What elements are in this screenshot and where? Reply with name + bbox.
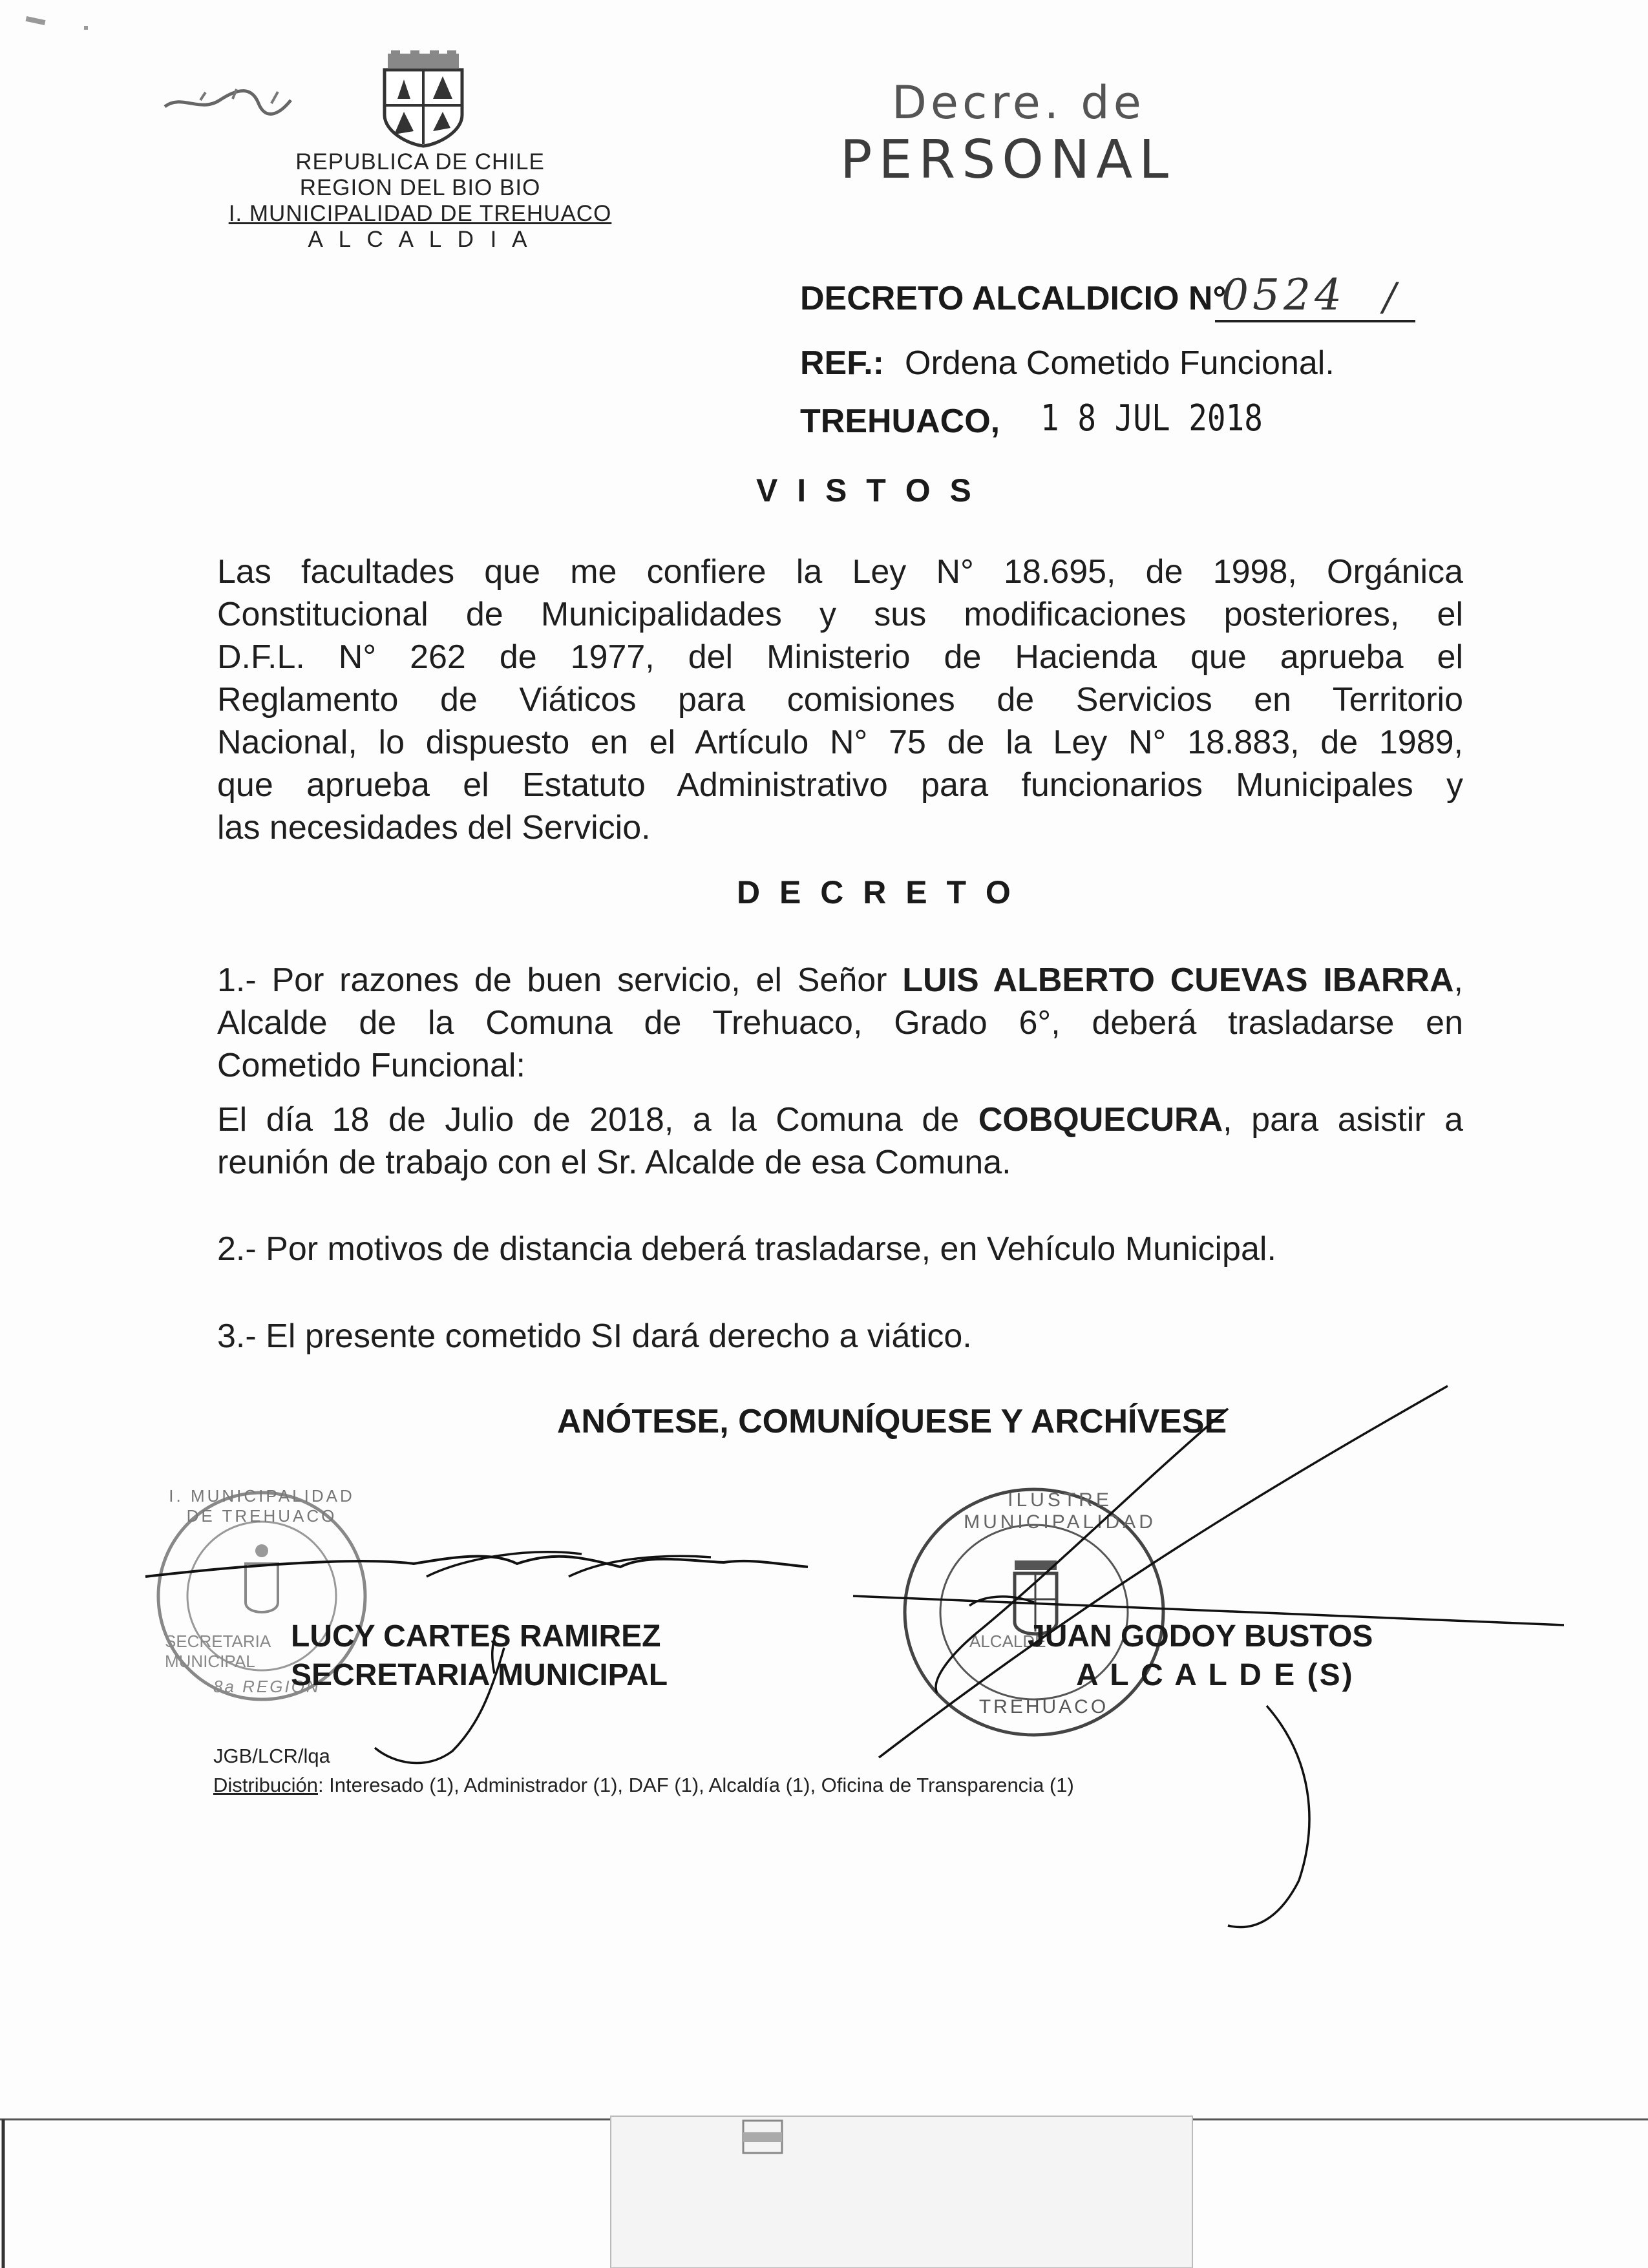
day-line2: reunión de trabajo con el Sr. Alcalde de esa Comuna. bbox=[217, 1144, 1011, 1181]
right-seal-arc: ILUSTRE MUNICIPALIDAD bbox=[964, 1489, 1156, 1533]
vistos-line: Nacional, lo dispuesto en el Artículo N° 75 de la Ley N° 18.883, de 1989, bbox=[217, 724, 1463, 761]
stamp-decree-type: Decre. de bbox=[892, 76, 1145, 129]
item1-name: LUIS ALBERTO CUEVAS IBARRA bbox=[902, 961, 1454, 999]
left-seal-mid: SECRETARIA MUNICIPAL bbox=[165, 1632, 270, 1671]
left-seal-bottom: 8a REGION bbox=[213, 1677, 321, 1696]
right-signer-name: JUAN GODOY BUSTOS bbox=[1028, 1619, 1373, 1654]
vistos-heading: V I S T O S bbox=[756, 472, 977, 509]
ref-text: Ordena Cometido Funcional. bbox=[905, 344, 1335, 382]
decreto-heading: D E C R E T O bbox=[737, 874, 1016, 910]
day-prefix: El día 18 de Julio de 2018, a la Comuna de bbox=[217, 1101, 978, 1139]
header-region: REGION DEL BIO BIO bbox=[299, 175, 541, 200]
stamp-personal: PERSONAL bbox=[840, 129, 1175, 191]
right-signer-title: A L C A L D E (S) bbox=[1076, 1658, 1355, 1692]
distribution-text: : Interesado (1), Administrador (1), DAF (1), Alcaldía (1), Oficina de Transparencia (1) bbox=[317, 1774, 1074, 1796]
decree-slash: / bbox=[1383, 275, 1397, 320]
left-signer-name: LUCY CARTES RAMIREZ bbox=[291, 1619, 661, 1654]
distribution-label: Distribución bbox=[213, 1774, 318, 1796]
distribution bbox=[213, 1774, 1074, 1797]
left-signer-title: SECRETARIA MUNICIPAL bbox=[291, 1658, 668, 1692]
item1-line3: Cometido Funcional: bbox=[217, 1047, 525, 1084]
initials: JGB/LCR/lqa bbox=[213, 1745, 330, 1767]
decree-number: 0524 bbox=[1221, 270, 1346, 320]
vistos-line: Reglamento de Viáticos para comisiones de Servicios en Territorio bbox=[217, 681, 1463, 719]
day-suffix: , para asistir a bbox=[1223, 1101, 1463, 1139]
decree-label: DECRETO ALCALDICIO N° bbox=[800, 280, 1227, 317]
item1-prefix: 1.- Por razones de buen servicio, el Señor bbox=[217, 961, 903, 999]
item1-suffix: , bbox=[1453, 961, 1463, 999]
item1-line2: Alcalde de la Comuna de Trehuaco, Grado 6°, deberá trasladarse en bbox=[217, 1004, 1463, 1042]
closing-line: ANÓTESE, COMUNÍQUESE Y ARCHÍVESE bbox=[556, 1403, 1227, 1440]
place-label: TREHUACO, bbox=[800, 403, 1000, 440]
decreto-item-3: 3.- El presente cometido SI dará derecho a viático. bbox=[217, 1318, 972, 1355]
right-seal-mid: ALCALDE bbox=[969, 1632, 1046, 1651]
header-office: A L C A L D I A bbox=[308, 227, 533, 252]
header-republic: REPUBLICA DE CHILE bbox=[295, 149, 545, 174]
day-place: COBQUECURA bbox=[978, 1101, 1223, 1139]
ref-label: REF.: bbox=[800, 344, 884, 382]
right-seal-bottom: TREHUACO bbox=[978, 1696, 1109, 1717]
vistos-line: que aprueba el Estatuto Administrativo para funcionarios Municipales y bbox=[217, 766, 1463, 804]
vistos-line: las necesidades del Servicio. bbox=[217, 809, 651, 846]
vistos-line: Constitucional de Municipalidades y sus modificaciones posteriores, el bbox=[217, 596, 1463, 633]
decreto-item-2: 2.- Por motivos de distancia deberá trasladarse, en Vehículo Municipal. bbox=[217, 1230, 1276, 1268]
header-municipality: I. MUNICIPALIDAD DE TREHUACO bbox=[228, 201, 612, 226]
left-seal-arc: I. MUNICIPALIDAD DE TREHUACO bbox=[169, 1486, 355, 1526]
date-stamp: 1 8 JUL 2018 bbox=[1041, 397, 1263, 439]
vistos-line: Las facultades que me confiere la Ley N° 18.695, de 1998, Orgánica bbox=[217, 553, 1463, 591]
vistos-line: D.F.L. N° 262 de 1977, del Ministerio de Hacienda que aprueba el bbox=[217, 638, 1463, 676]
